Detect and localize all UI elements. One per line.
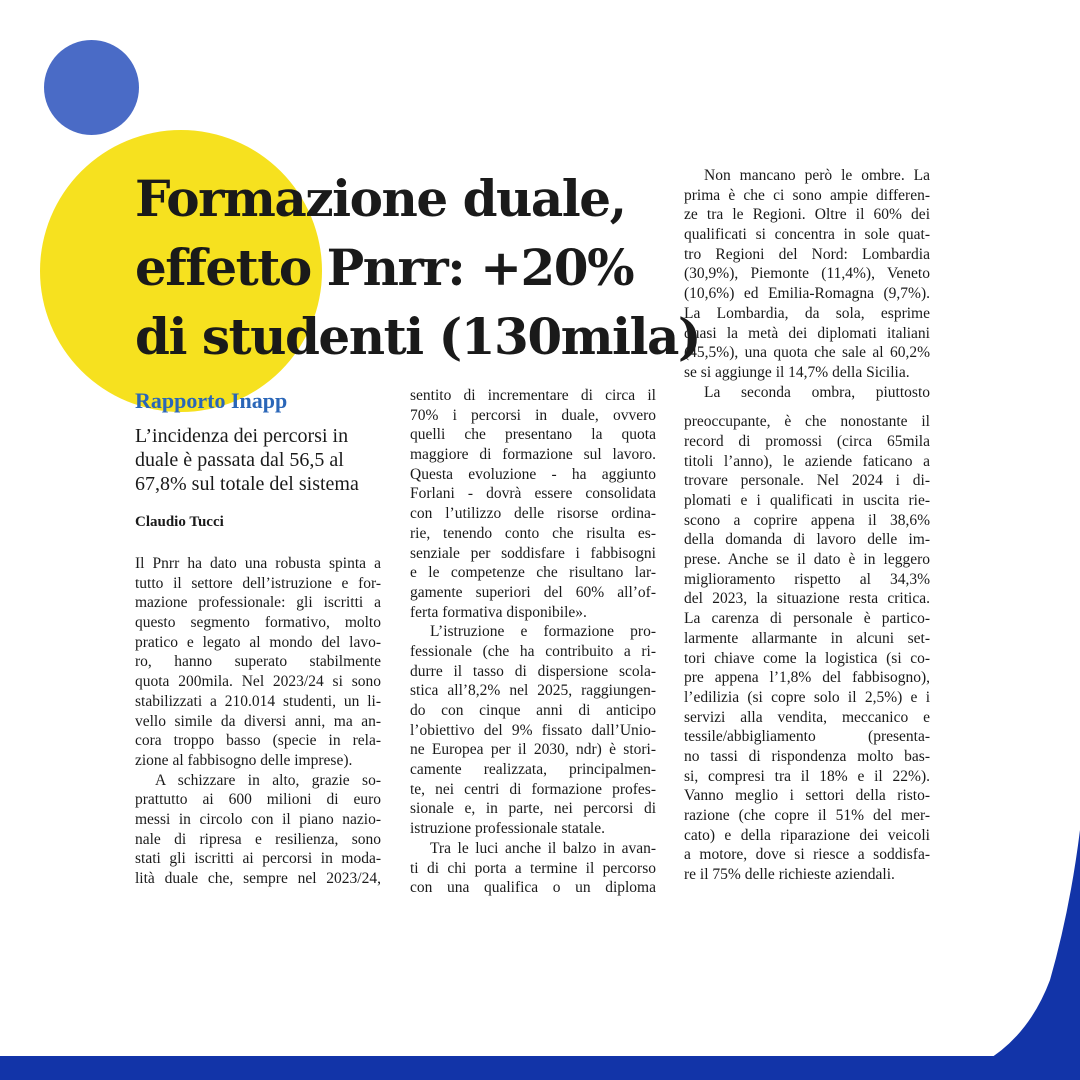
text-line: ro, hanno superato stabilmente (135, 653, 381, 671)
blue-circle-decoration (44, 40, 139, 135)
text-line: Il Pnrr ha dato una robusta spinta a (135, 555, 381, 572)
text-line: vello simile da diversi anni, ma an- (135, 712, 381, 730)
text-line: preoccupante, è che nonostante il (684, 413, 930, 431)
headline-line: di studenti (130mila) (135, 307, 701, 366)
text-line: tessile/abbigliamento (presenta- (684, 728, 930, 746)
text-line: durre il tasso di dispersione scola- (410, 662, 656, 680)
text-line: con una qualifica o un diploma (410, 879, 656, 896)
text-line: record di promossi (circa 65mila (684, 432, 930, 450)
text-line: zione al fabbisogno delle imprese). (135, 751, 353, 769)
text-line: miglioramento rispetto al 34,3% (684, 570, 930, 588)
text-line: del 2023, la situazione resta critica. (684, 590, 930, 608)
text-line: qualificati si concentra in sole quat- (684, 226, 930, 244)
text-line: l’obiettivo del 9% fissato dall’Unio- (410, 721, 656, 739)
text-line: se si aggiunge il 14,7% della Sicilia. (684, 363, 910, 381)
text-line: maggiore di formazione sul lavoro. (410, 446, 656, 464)
text-line: L’istruzione e formazione pro- (430, 623, 656, 641)
text-line: larmente allarmante in alcuni set- (684, 629, 930, 647)
text-line: fessionale (che ha contribuito a ri- (410, 642, 656, 660)
text-line: sentito di incrementare di circa il (410, 387, 656, 404)
text-line: e le competenze che risultano lar- (410, 564, 656, 582)
text-line: camente realizzata, principalmen- (410, 761, 656, 779)
text-line: no tassi di rispondenza molto bas- (684, 747, 930, 765)
text-line: ne Europea per il 2030, ndr) è stori- (410, 741, 656, 759)
headline-line: effetto Pnrr: +20% (135, 238, 634, 297)
subtitle-line: 67,8% sul totale del sistema (135, 473, 359, 495)
text-line: tutto il settore dell’istruzione e for- (135, 574, 381, 592)
text-line: stica all’8,2% nel 2025, raggiungen- (410, 682, 656, 700)
text-line: cato) e della riparazione dei veicoli (684, 826, 930, 844)
text-line: l’edilizia (si copre solo il 2,5%) e i (684, 688, 930, 706)
text-line: trovare personale. Nel 2024 i di- (684, 472, 930, 490)
text-line: senziale per soddisfare i fabbisogni (410, 544, 656, 562)
article-column-3 (684, 166, 930, 886)
text-line: do con cinque anni di anticipo (410, 702, 656, 719)
headline-line: Formazione duale, (135, 169, 626, 228)
text-line: pre appena l’1,8% del fabbisogno), (684, 669, 930, 687)
corner-swoosh-decoration (940, 830, 1080, 1080)
text-line: questo segmento formativo, molto (135, 614, 381, 632)
text-line: Tra le luci anche il balzo in avan- (430, 839, 656, 857)
text-line: 70% i percorsi in duale, ovvero (410, 406, 656, 424)
text-line: istruzione professionale statale. (410, 820, 605, 838)
text-line: La carenza di personale è partico- (684, 610, 930, 628)
text-line: pratico e legato al mondo del lavo- (135, 633, 381, 651)
text-line: A schizzare in alto, grazie so- (155, 771, 381, 789)
text-line: scono a coprire appena il 38,6% (684, 511, 930, 529)
text-line: prima è che ci sono ampie differen- (684, 186, 930, 204)
subtitle-line: L’incidenza dei percorsi in (135, 425, 349, 447)
text-line: Non mancano però le ombre. La (704, 167, 930, 184)
text-line: nale di ripresa e resilienza, sono (135, 830, 381, 848)
text-line: quasi la metà dei diplomati italiani (684, 324, 930, 342)
text-line: prattutto ai 600 milioni di euro (135, 791, 381, 809)
text-line: sionale e, in parte, nei percorsi di (410, 800, 656, 818)
text-line: La seconda ombra, piuttosto (704, 383, 930, 401)
text-line: tori chiave come la logistica (si co- (684, 649, 930, 667)
text-line: quota 200mila. Nel 2023/24 si sono (135, 673, 381, 691)
text-line: si, compresi tra il 18% e il 22%). (684, 767, 930, 785)
author-byline: Claudio Tucci (135, 514, 224, 530)
text-line: con l’utilizzo delle risorse ordina- (410, 505, 656, 523)
text-line: cora troppo basso (specie in rela- (135, 732, 381, 750)
text-line: re il 75% delle richieste aziendali. (684, 866, 895, 884)
text-line: titoli l’anno), le aziende faticano a (684, 452, 930, 470)
text-line: plomati e i qualificati in uscita rie- (684, 492, 930, 509)
text-line: della domanda di lavoro delle im- (684, 531, 930, 549)
text-line: ferta formativa disponibile». (410, 603, 587, 621)
text-line: quelli che presentano la quota (410, 426, 656, 444)
column-break (684, 402, 930, 412)
text-line: Vanno meglio i settori della risto- (684, 787, 930, 805)
text-line: Questa evoluzione - ha aggiunto (410, 465, 656, 483)
article-column-2 (410, 386, 656, 896)
text-line: stabilizzati a 210.014 studenti, un li- (135, 692, 381, 710)
text-line: Forlani - dovrà essere consolidata (410, 485, 656, 503)
text-line: gamente superiori del 60% all’of- (410, 583, 656, 601)
bottom-bar-decoration (0, 1056, 1080, 1080)
text-line: prese. Anche se il dato è in leggero (684, 551, 930, 569)
text-line: te, nei centri di formazione profes- (410, 780, 656, 798)
text-line: tro Regioni del Nord: Lombardia (684, 245, 930, 263)
headline (135, 164, 701, 371)
text-line: messi in circolo con il piano nazio- (135, 810, 381, 828)
text-line: mazione professionale: gli iscritti a (135, 594, 381, 612)
text-line: (45,5%), una quota che sale al 60,2% (684, 344, 930, 362)
text-line: a motore, dove si riesce a soddisfa- (684, 846, 930, 864)
subtitle (135, 424, 385, 496)
text-line: (10,6%) ed Emilia-Romagna (9,7%). (684, 285, 930, 303)
text-line: razione (che copre il 51% del mer- (684, 807, 930, 824)
text-line: lità duale che, sempre nel 2023/24, (135, 870, 381, 887)
text-line: servizi alla vendita, meccanico e (684, 708, 930, 726)
text-line: ze tra le Regioni. Oltre il 60% dei (684, 206, 930, 224)
subtitle-line: duale è passata dal 56,5 al (135, 449, 344, 471)
text-line: ti di chi porta a termine il percorso (410, 859, 656, 877)
text-line: rie, tenendo conto che risulta es- (410, 524, 656, 542)
section-kicker: Rapporto Inapp (135, 388, 288, 413)
text-line: stati gli iscritti ai percorsi in moda- (135, 850, 381, 868)
article-column-1 (135, 554, 381, 896)
text-line: La Lombardia, da sola, esprime (684, 304, 930, 322)
text-line: (30,9%), Piemonte (11,4%), Veneto (684, 265, 930, 283)
